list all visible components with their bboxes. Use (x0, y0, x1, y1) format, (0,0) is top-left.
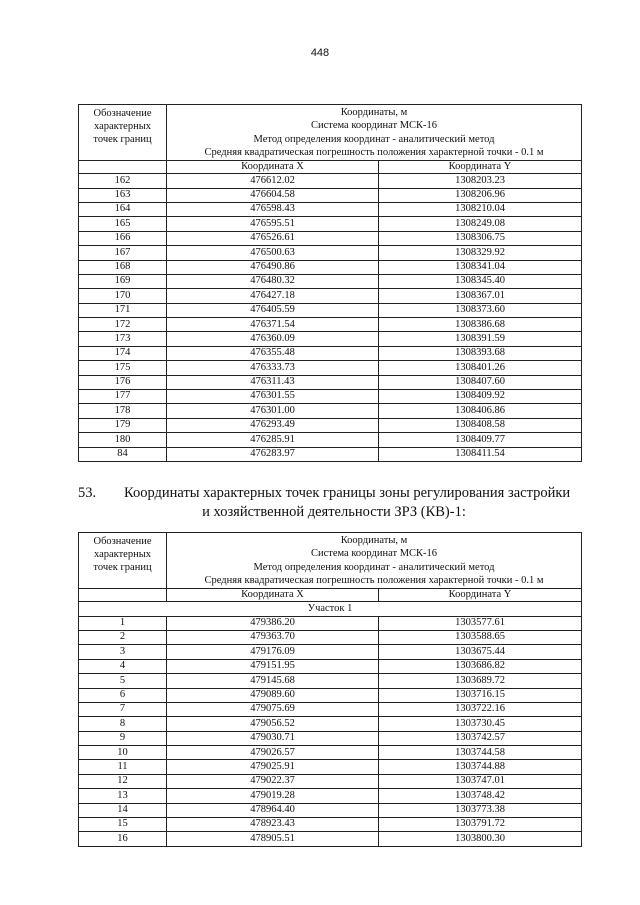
point-number-cell: 168 (79, 260, 167, 274)
table-row (79, 688, 582, 702)
point-number-cell: 1 (79, 616, 167, 630)
coord-x-cell: 479030.71 (167, 731, 379, 745)
coord-y-cell: 1303748.42 (379, 789, 582, 803)
point-number-cell: 3 (79, 645, 167, 659)
table-row (79, 303, 582, 317)
table-row (79, 674, 582, 688)
table-row (79, 217, 582, 231)
table-row (79, 318, 582, 332)
table-header-row (79, 105, 582, 161)
point-number-cell: 169 (79, 274, 167, 288)
coord-y-cell: 1303577.61 (379, 616, 582, 630)
column-header-row (79, 161, 582, 174)
coord-y-cell: 1308210.04 (379, 202, 582, 216)
method: Метод определения координат - аналитический метод (253, 133, 495, 145)
coordinates-header (167, 533, 582, 589)
point-number-cell: 180 (79, 433, 167, 447)
coord-y-cell: 1308306.75 (379, 231, 582, 245)
table-row (79, 174, 582, 188)
coord-y-cell: 1308373.60 (379, 303, 582, 317)
point-number-cell: 164 (79, 202, 167, 216)
table-row (79, 418, 582, 432)
coord-x-cell: 478905.51 (167, 832, 379, 846)
coord-y-cell: 1303686.82 (379, 659, 582, 673)
coord-x-cell: 476490.86 (167, 260, 379, 274)
table-row (79, 630, 582, 644)
table-row (79, 332, 582, 346)
table-row (79, 404, 582, 418)
coord-x-cell: 479145.68 (167, 674, 379, 688)
coord-y-cell: 1308411.54 (379, 447, 582, 461)
coord-y-cell: 1308393.68 (379, 346, 582, 360)
table-row (79, 659, 582, 673)
point-number-cell: 14 (79, 803, 167, 817)
point-number-cell: 170 (79, 289, 167, 303)
coord-x-cell: 479056.52 (167, 717, 379, 731)
coord-y-cell: 1308407.60 (379, 375, 582, 389)
table-row (79, 760, 582, 774)
coord-y-cell: 1303722.16 (379, 702, 582, 716)
point-number-cell: 166 (79, 231, 167, 245)
point-number-cell: 13 (79, 789, 167, 803)
point-number-cell: 174 (79, 346, 167, 360)
coord-y-cell: 1303800.30 (379, 832, 582, 846)
coord-y-cell: 1308345.40 (379, 274, 582, 288)
coord-y-cell: 1308401.26 (379, 361, 582, 375)
table-row (79, 202, 582, 216)
point-number-cell: 84 (79, 447, 167, 461)
coord-y-cell: 1308206.96 (379, 188, 582, 202)
table-row (79, 188, 582, 202)
table-row (79, 746, 582, 760)
coord-x-cell: 476598.43 (167, 202, 379, 216)
coord-x-cell: 476480.32 (167, 274, 379, 288)
table-row (79, 390, 582, 404)
point-number-cell: 5 (79, 674, 167, 688)
coord-x-cell: 476283.97 (167, 447, 379, 461)
coord-y-cell: 1308409.92 (379, 390, 582, 404)
table-row (79, 616, 582, 630)
table-row (79, 260, 582, 274)
coord-x-cell: 479363.70 (167, 630, 379, 644)
coord-x-cell: 476311.43 (167, 375, 379, 389)
coord-x-cell: 479025.91 (167, 760, 379, 774)
plot-subheader: Участок 1 (79, 602, 582, 616)
table-row (79, 702, 582, 716)
method: Метод определения координат - аналитический метод (253, 561, 495, 573)
coord-y-cell: 1308409.77 (379, 433, 582, 447)
table-row (79, 803, 582, 817)
coord-y-cell: 1308329.92 (379, 246, 582, 260)
point-number-cell: 165 (79, 217, 167, 231)
section-number: 53. (78, 485, 97, 501)
col-x-header: Координата X (167, 161, 379, 174)
point-number-cell: 163 (79, 188, 167, 202)
point-number-cell: 6 (79, 688, 167, 702)
table-header-row (79, 533, 582, 589)
coord-y-cell: 1303588.65 (379, 630, 582, 644)
table-row (79, 231, 582, 245)
point-number-cell: 172 (79, 318, 167, 332)
coord-y-cell: 1308203.23 (379, 174, 582, 188)
column-header-row (79, 589, 582, 602)
point-number-cell: 173 (79, 332, 167, 346)
coord-x-cell: 476526.61 (167, 231, 379, 245)
table-row (79, 818, 582, 832)
coord-y-cell: 1303744.58 (379, 746, 582, 760)
table-row (79, 789, 582, 803)
coord-x-cell: 479089.60 (167, 688, 379, 702)
table-row (79, 361, 582, 375)
col-y-header: Координата Y (379, 589, 582, 602)
point-number-cell: 11 (79, 760, 167, 774)
page-number: 448 (310, 47, 330, 59)
point-number-cell: 162 (79, 174, 167, 188)
point-number-cell: 4 (79, 659, 167, 673)
coord-y-cell: 1303716.15 (379, 688, 582, 702)
point-number-cell: 179 (79, 418, 167, 432)
coord-x-cell: 476604.58 (167, 188, 379, 202)
table-row (79, 289, 582, 303)
coord-x-cell: 476360.09 (167, 332, 379, 346)
coord-x-cell: 476595.51 (167, 217, 379, 231)
table-row (79, 832, 582, 846)
coord-y-cell: 1308391.59 (379, 332, 582, 346)
table-row (79, 774, 582, 788)
table-1-body (79, 174, 582, 462)
coordinates-table-1 (78, 104, 582, 462)
point-number-cell: 15 (79, 818, 167, 832)
coord-x-cell: 479151.95 (167, 659, 379, 673)
point-number-cell: 8 (79, 717, 167, 731)
coord-y-cell: 1308408.58 (379, 418, 582, 432)
coordinates-table-2 (78, 532, 582, 847)
coord-system: Система координат МСК-16 (310, 120, 438, 132)
coord-x-cell: 476427.18 (167, 289, 379, 303)
accuracy: Средняя квадратическая погрешность положения характерной точки - 0.1 м (204, 574, 544, 586)
coord-x-cell: 476500.63 (167, 246, 379, 260)
coord-y-cell: 1303744.88 (379, 760, 582, 774)
table-row (79, 274, 582, 288)
table-row (79, 645, 582, 659)
coord-y-cell: 1303773.38 (379, 803, 582, 817)
coord-x-cell: 476371.54 (167, 318, 379, 332)
point-number-cell: 2 (79, 630, 167, 644)
coord-x-cell: 476355.48 (167, 346, 379, 360)
subheader-row (79, 602, 582, 616)
coord-y-cell: 1303791.72 (379, 818, 582, 832)
coord-x-cell: 479176.09 (167, 645, 379, 659)
table-row (79, 447, 582, 461)
coord-y-cell: 1303689.72 (379, 674, 582, 688)
coords-title: Координаты, м (340, 107, 408, 118)
coord-x-cell: 479022.37 (167, 774, 379, 788)
coord-x-cell: 479075.69 (167, 702, 379, 716)
coord-y-cell: 1308249.08 (379, 217, 582, 231)
coord-x-cell: 478923.43 (167, 818, 379, 832)
point-number-cell: 167 (79, 246, 167, 260)
coord-x-cell: 476301.00 (167, 404, 379, 418)
table-row (79, 433, 582, 447)
coord-x-cell: 476333.73 (167, 361, 379, 375)
table-row (79, 375, 582, 389)
section-title-line1: Координаты характерных точек границы зоны регулирования застройки (124, 485, 571, 501)
coord-x-cell: 476301.55 (167, 390, 379, 404)
point-number-cell: 9 (79, 731, 167, 745)
table-2-body (79, 616, 582, 846)
coord-x-cell: 476293.49 (167, 418, 379, 432)
table-row (79, 717, 582, 731)
coords-title: Координаты, м (340, 535, 408, 546)
section-title-line2: и хозяйственной деятельности ЗРЗ (КВ)-1: (202, 503, 466, 520)
coord-x-cell: 478964.40 (167, 803, 379, 817)
coord-x-cell: 479386.20 (167, 616, 379, 630)
point-number-cell: 171 (79, 303, 167, 317)
table-row (79, 246, 582, 260)
coord-y-cell: 1308341.04 (379, 260, 582, 274)
coord-system: Система координат МСК-16 (310, 548, 438, 560)
table-row (79, 731, 582, 745)
coord-y-cell: 1308406.86 (379, 404, 582, 418)
coord-y-cell: 1308367.01 (379, 289, 582, 303)
coord-x-cell: 476612.02 (167, 174, 379, 188)
table-row (79, 346, 582, 360)
empty-cell (79, 161, 167, 174)
point-number-cell: 7 (79, 702, 167, 716)
point-number-cell: 176 (79, 375, 167, 389)
accuracy: Средняя квадратическая погрешность положения характерной точки - 0.1 м (204, 146, 544, 158)
col-y-header: Координата Y (379, 161, 582, 174)
coord-x-cell: 479019.28 (167, 789, 379, 803)
point-label-header: Обозначение характерных точек границ (79, 533, 167, 589)
coord-y-cell: 1303730.45 (379, 717, 582, 731)
point-number-cell: 178 (79, 404, 167, 418)
point-number-cell: 10 (79, 746, 167, 760)
coord-y-cell: 1308386.68 (379, 318, 582, 332)
point-number-cell: 16 (79, 832, 167, 846)
coord-y-cell: 1303675.44 (379, 645, 582, 659)
point-label-header: Обозначение характерных точек границ (79, 105, 167, 161)
coord-x-cell: 476405.59 (167, 303, 379, 317)
empty-cell (79, 589, 167, 602)
coord-x-cell: 476285.91 (167, 433, 379, 447)
coord-y-cell: 1303742.57 (379, 731, 582, 745)
coordinates-header (167, 105, 582, 161)
point-number-cell: 12 (79, 774, 167, 788)
point-number-cell: 175 (79, 361, 167, 375)
point-number-cell: 177 (79, 390, 167, 404)
coord-y-cell: 1303747.01 (379, 774, 582, 788)
col-x-header: Координата X (167, 589, 379, 602)
coord-x-cell: 479026.57 (167, 746, 379, 760)
